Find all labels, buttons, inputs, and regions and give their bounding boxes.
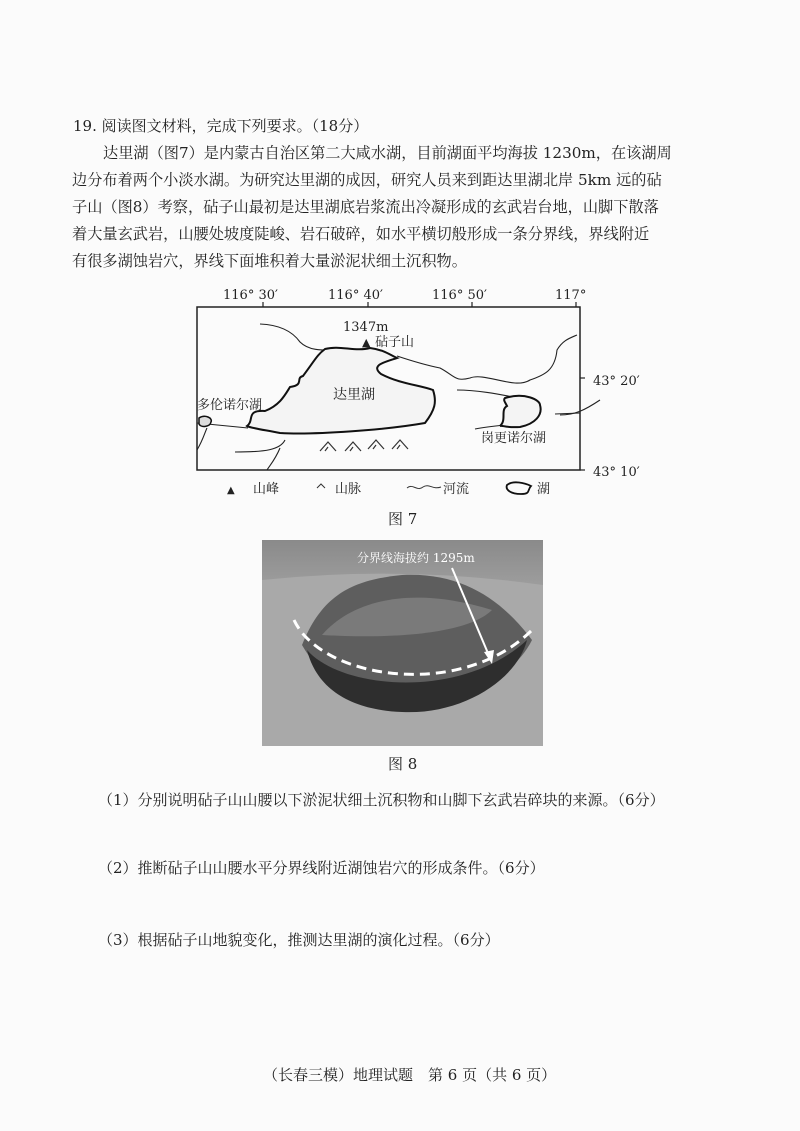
peak-name: 砧子山 xyxy=(375,335,415,350)
material-line: 子山（图8）考察，砧子山最初是达里湖底岩浆流出冷凝形成的玄武岩台地，山脚下散落 xyxy=(72,198,659,216)
legend-range: 山脉 xyxy=(335,482,362,497)
sub-question-3: （3）根据砧子山地貌变化，推测达里湖的演化过程。（6分） xyxy=(98,931,500,949)
river-legend-icon xyxy=(407,486,441,489)
lake-legend-icon xyxy=(507,482,531,494)
page-footer: （长春三模）地理试题 第 6 页（共 6 页） xyxy=(263,1066,557,1084)
ganggeng-lake xyxy=(500,396,541,427)
boundary-annotation: 分界线海拔约 1295m xyxy=(357,551,475,565)
lon-label: 116° 30′ xyxy=(223,288,278,303)
material-line: 着大量玄武岩，山腰处坡度陡峻、岩石破碎，如水平横切般形成一条分界线，界线附近 xyxy=(72,225,650,243)
lat-label: 43° 20′ xyxy=(593,374,640,389)
lat-label: 43° 10′ xyxy=(593,465,640,480)
question-number: 19. xyxy=(73,117,97,135)
sub-question-2: （2）推断砧子山山腰水平分界线附近湖蚀岩穴的形成条件。（6分） xyxy=(98,859,545,877)
lake-label-ganggeng: 岗更诺尔湖 xyxy=(481,431,547,446)
legend-lake: 湖 xyxy=(537,482,551,497)
material-line: 边分布着两个小淡水湖。为研究达里湖的成因，研究人员来到距达里湖北岸 5km 远的砧 xyxy=(72,171,662,189)
figure8-caption: 图 8 xyxy=(388,755,418,773)
lake-label-duolun: 多伦诺尔湖 xyxy=(197,398,263,413)
lon-label: 116° 50′ xyxy=(432,288,487,303)
peak-icon: ▲ xyxy=(362,336,371,349)
duolun-lake xyxy=(199,416,211,426)
question-title: 阅读图文材料，完成下列要求。（18分） xyxy=(101,117,369,135)
figure7-caption: 图 7 xyxy=(388,510,418,528)
sub-question-1: （1）分别说明砧子山山腰以下淤泥状细土沉积物和山脚下玄武岩碎块的来源。（6分） xyxy=(98,791,665,809)
mountain-range-icons xyxy=(320,440,408,451)
peak-elevation: 1347m xyxy=(343,320,389,335)
lon-label: 116° 40′ xyxy=(328,288,383,303)
material-line: 有很多湖蚀岩穴，界线下面堆积着大量淤泥状细土沉积物。 xyxy=(72,252,467,270)
question-header xyxy=(73,115,368,136)
lon-label: 117° xyxy=(555,288,587,303)
legend xyxy=(227,481,550,497)
material-text xyxy=(72,140,713,275)
lake-label-dali: 达里湖 xyxy=(333,387,375,403)
legend-peak: 山峰 xyxy=(253,482,280,497)
peak-legend-icon: ▲ xyxy=(227,485,235,496)
figure8-photo xyxy=(262,540,543,746)
range-legend-icon xyxy=(317,484,325,488)
figure7-map xyxy=(185,280,655,530)
legend-river: 河流 xyxy=(443,482,470,497)
material-line: 达里湖（图7）是内蒙古自治区第二大咸水湖，目前湖面平均海拔 1230m，在该湖周 xyxy=(103,144,672,162)
